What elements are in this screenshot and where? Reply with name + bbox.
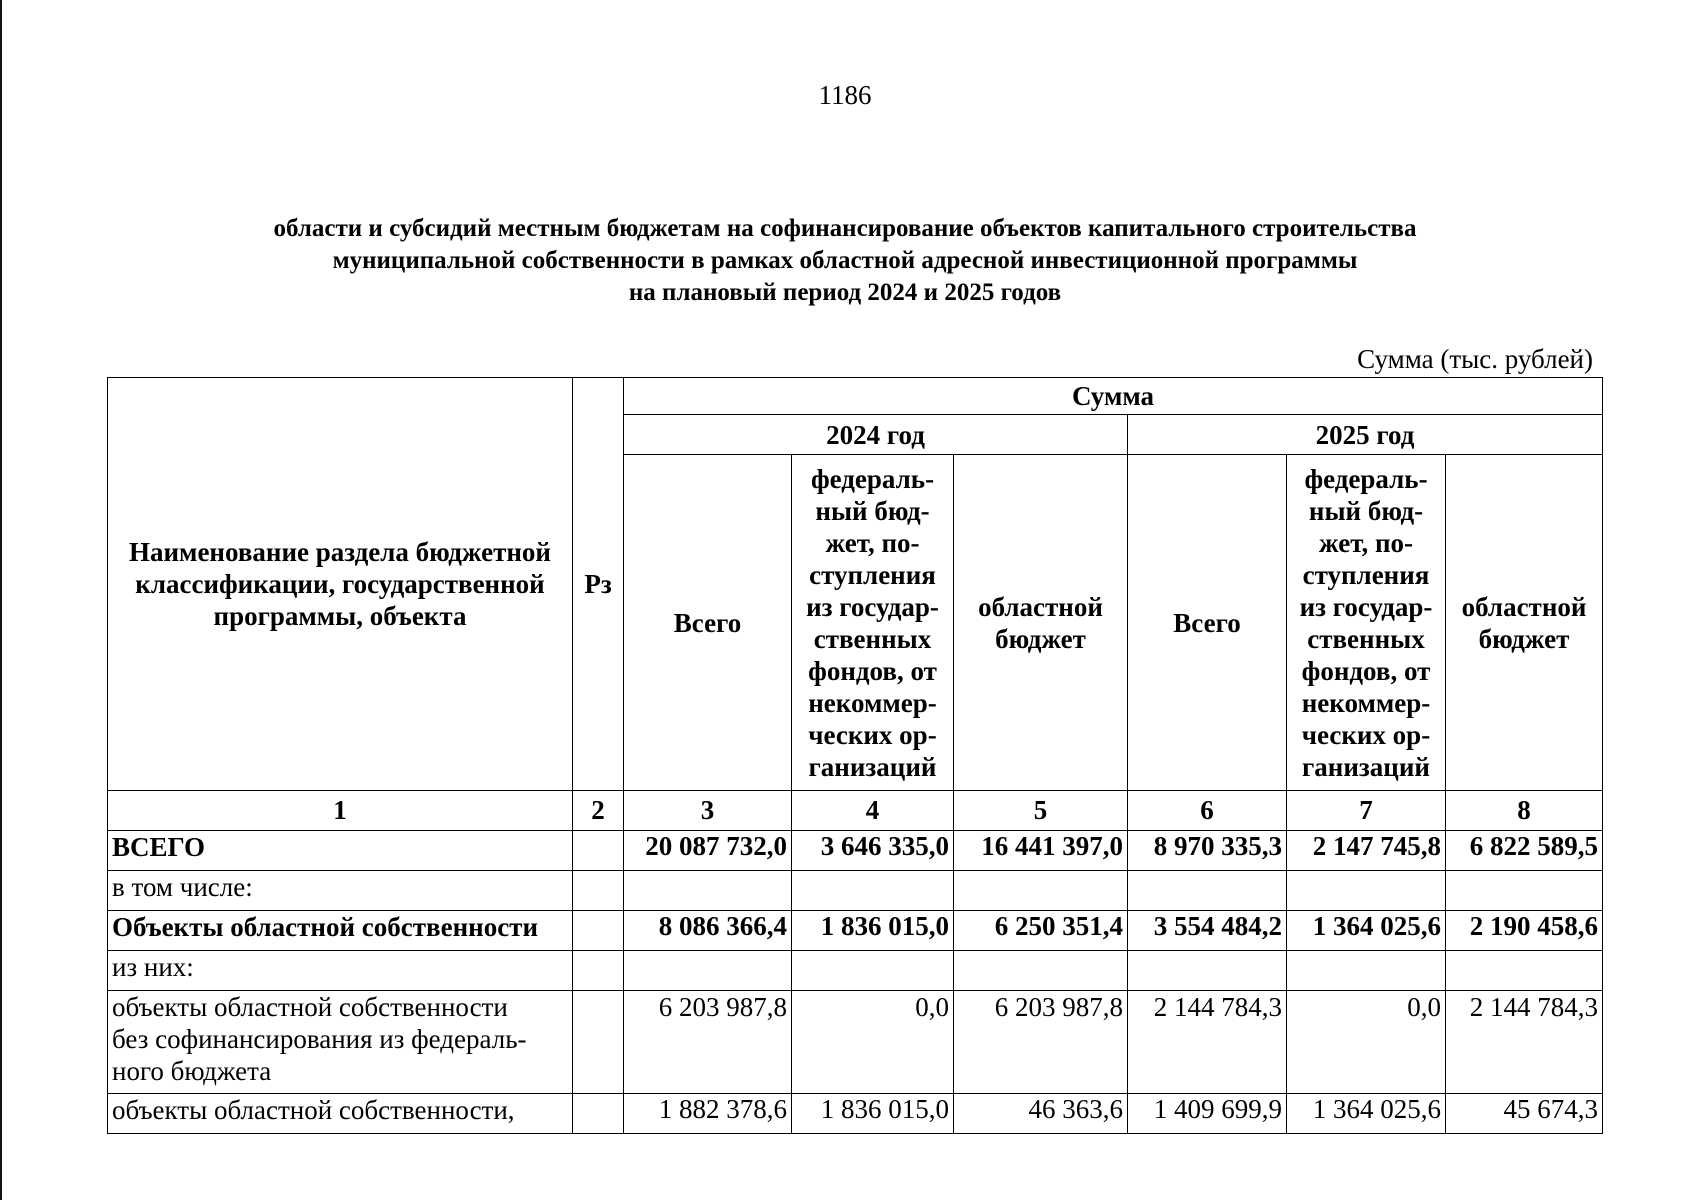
header-2024-federal: федераль- ный бюд- жет, по- ступления из государ- ственных фондов, от некоммер- ческих ор- ганизаций	[792, 455, 954, 791]
value-2025-total: 3 554 484,2	[1128, 911, 1287, 951]
row-rz	[573, 911, 624, 951]
value-2024-regional: 46 363,6	[954, 1094, 1128, 1134]
page-number: 1186	[818, 80, 872, 110]
row-name: объекты областной собственности без софинансирования из федераль- ного бюджета	[108, 991, 573, 1094]
value-2025-total: 8 970 335,3	[1128, 831, 1287, 871]
value-2024-federal: 1 836 015,0	[792, 1094, 954, 1134]
value-2025-regional: 6 822 589,5	[1446, 831, 1603, 871]
row-rz	[573, 951, 624, 991]
table-row	[108, 951, 1603, 991]
row-name: в том числе:	[108, 871, 573, 911]
value-2025-federal: 1 364 025,6	[1287, 911, 1446, 951]
value-2024-total	[624, 871, 792, 911]
title-line: на плановый период 2024 и 2025 годов	[628, 279, 1062, 306]
value-2024-total	[624, 951, 792, 991]
value-2025-total	[1128, 951, 1287, 991]
row-rz	[573, 991, 624, 1094]
value-2024-total: 20 087 732,0	[624, 831, 792, 871]
value-2024-regional: 16 441 397,0	[954, 831, 1128, 871]
row-rz	[573, 831, 624, 871]
row-name: из них:	[108, 951, 573, 991]
value-2024-regional	[954, 951, 1128, 991]
value-2025-federal	[1287, 871, 1446, 911]
column-number: 3	[624, 791, 792, 831]
title-line: муниципальной собственности в рамках областной адресной инвестиционной программы	[332, 247, 1358, 274]
column-number: 4	[792, 791, 954, 831]
column-number: 1	[108, 791, 573, 831]
table-row	[108, 991, 1603, 1094]
header-2025-regional: областной бюджет	[1446, 455, 1603, 791]
header-2025-federal: федераль- ный бюд- жет, по- ступления из государ- ственных фондов, от некоммер- ческих ор- ганизаций	[1287, 455, 1446, 791]
header-year-2024: 2024 год	[624, 415, 1128, 455]
value-2024-federal	[792, 871, 954, 911]
value-2025-total: 2 144 784,3	[1128, 991, 1287, 1094]
table-row	[108, 831, 1603, 871]
document-title	[100, 213, 1590, 309]
column-number: 2	[573, 791, 624, 831]
value-2025-regional	[1446, 871, 1603, 911]
column-number: 5	[954, 791, 1128, 831]
value-2025-regional: 2 190 458,6	[1446, 911, 1603, 951]
row-rz	[573, 871, 624, 911]
value-2025-federal: 1 364 025,6	[1287, 1094, 1446, 1134]
title-line: области и субсидий местным бюджетам на софинансирование объектов капитального строительства	[273, 215, 1417, 242]
column-number: 6	[1128, 791, 1287, 831]
row-name: объекты областной собственности,	[108, 1094, 573, 1134]
row-name: Объекты областной собственности	[108, 911, 573, 951]
value-2024-federal: 1 836 015,0	[792, 911, 954, 951]
row-name: ВСЕГО	[108, 831, 573, 871]
value-2025-total: 1 409 699,9	[1128, 1094, 1287, 1134]
value-2024-total: 1 882 378,6	[624, 1094, 792, 1134]
value-2024-total: 6 203 987,8	[624, 991, 792, 1094]
units-label: Сумма (тыс. рублей)	[1357, 344, 1593, 374]
column-number-row	[108, 791, 1603, 831]
value-2025-total	[1128, 871, 1287, 911]
value-2024-federal: 3 646 335,0	[792, 831, 954, 871]
header-rz-column: Рз	[573, 378, 624, 791]
header-2024-total: Всего	[624, 455, 792, 791]
value-2025-regional: 2 144 784,3	[1446, 991, 1603, 1094]
value-2025-regional	[1446, 951, 1603, 991]
table-row	[108, 1094, 1603, 1134]
value-2024-federal	[792, 951, 954, 991]
value-2025-federal: 2 147 745,8	[1287, 831, 1446, 871]
row-rz	[573, 1094, 624, 1134]
value-2024-federal: 0,0	[792, 991, 954, 1094]
budget-table	[107, 377, 1603, 1134]
header-2024-regional: областной бюджет	[954, 455, 1128, 791]
value-2024-total: 8 086 366,4	[624, 911, 792, 951]
column-number: 8	[1446, 791, 1603, 831]
table-row	[108, 871, 1603, 911]
value-2025-federal: 0,0	[1287, 991, 1446, 1094]
header-sum: Сумма	[624, 378, 1603, 415]
header-year-2025: 2025 год	[1128, 415, 1603, 455]
column-number: 7	[1287, 791, 1446, 831]
value-2024-regional: 6 250 351,4	[954, 911, 1128, 951]
value-2024-regional	[954, 871, 1128, 911]
value-2025-regional: 45 674,3	[1446, 1094, 1603, 1134]
header-name-column: Наименование раздела бюджетной классификации, государственной программы, объекта	[108, 378, 573, 791]
value-2025-federal	[1287, 951, 1446, 991]
value-2024-regional: 6 203 987,8	[954, 991, 1128, 1094]
page-edge-line	[0, 0, 2, 1200]
header-2025-total: Всего	[1128, 455, 1287, 791]
table-row	[108, 911, 1603, 951]
